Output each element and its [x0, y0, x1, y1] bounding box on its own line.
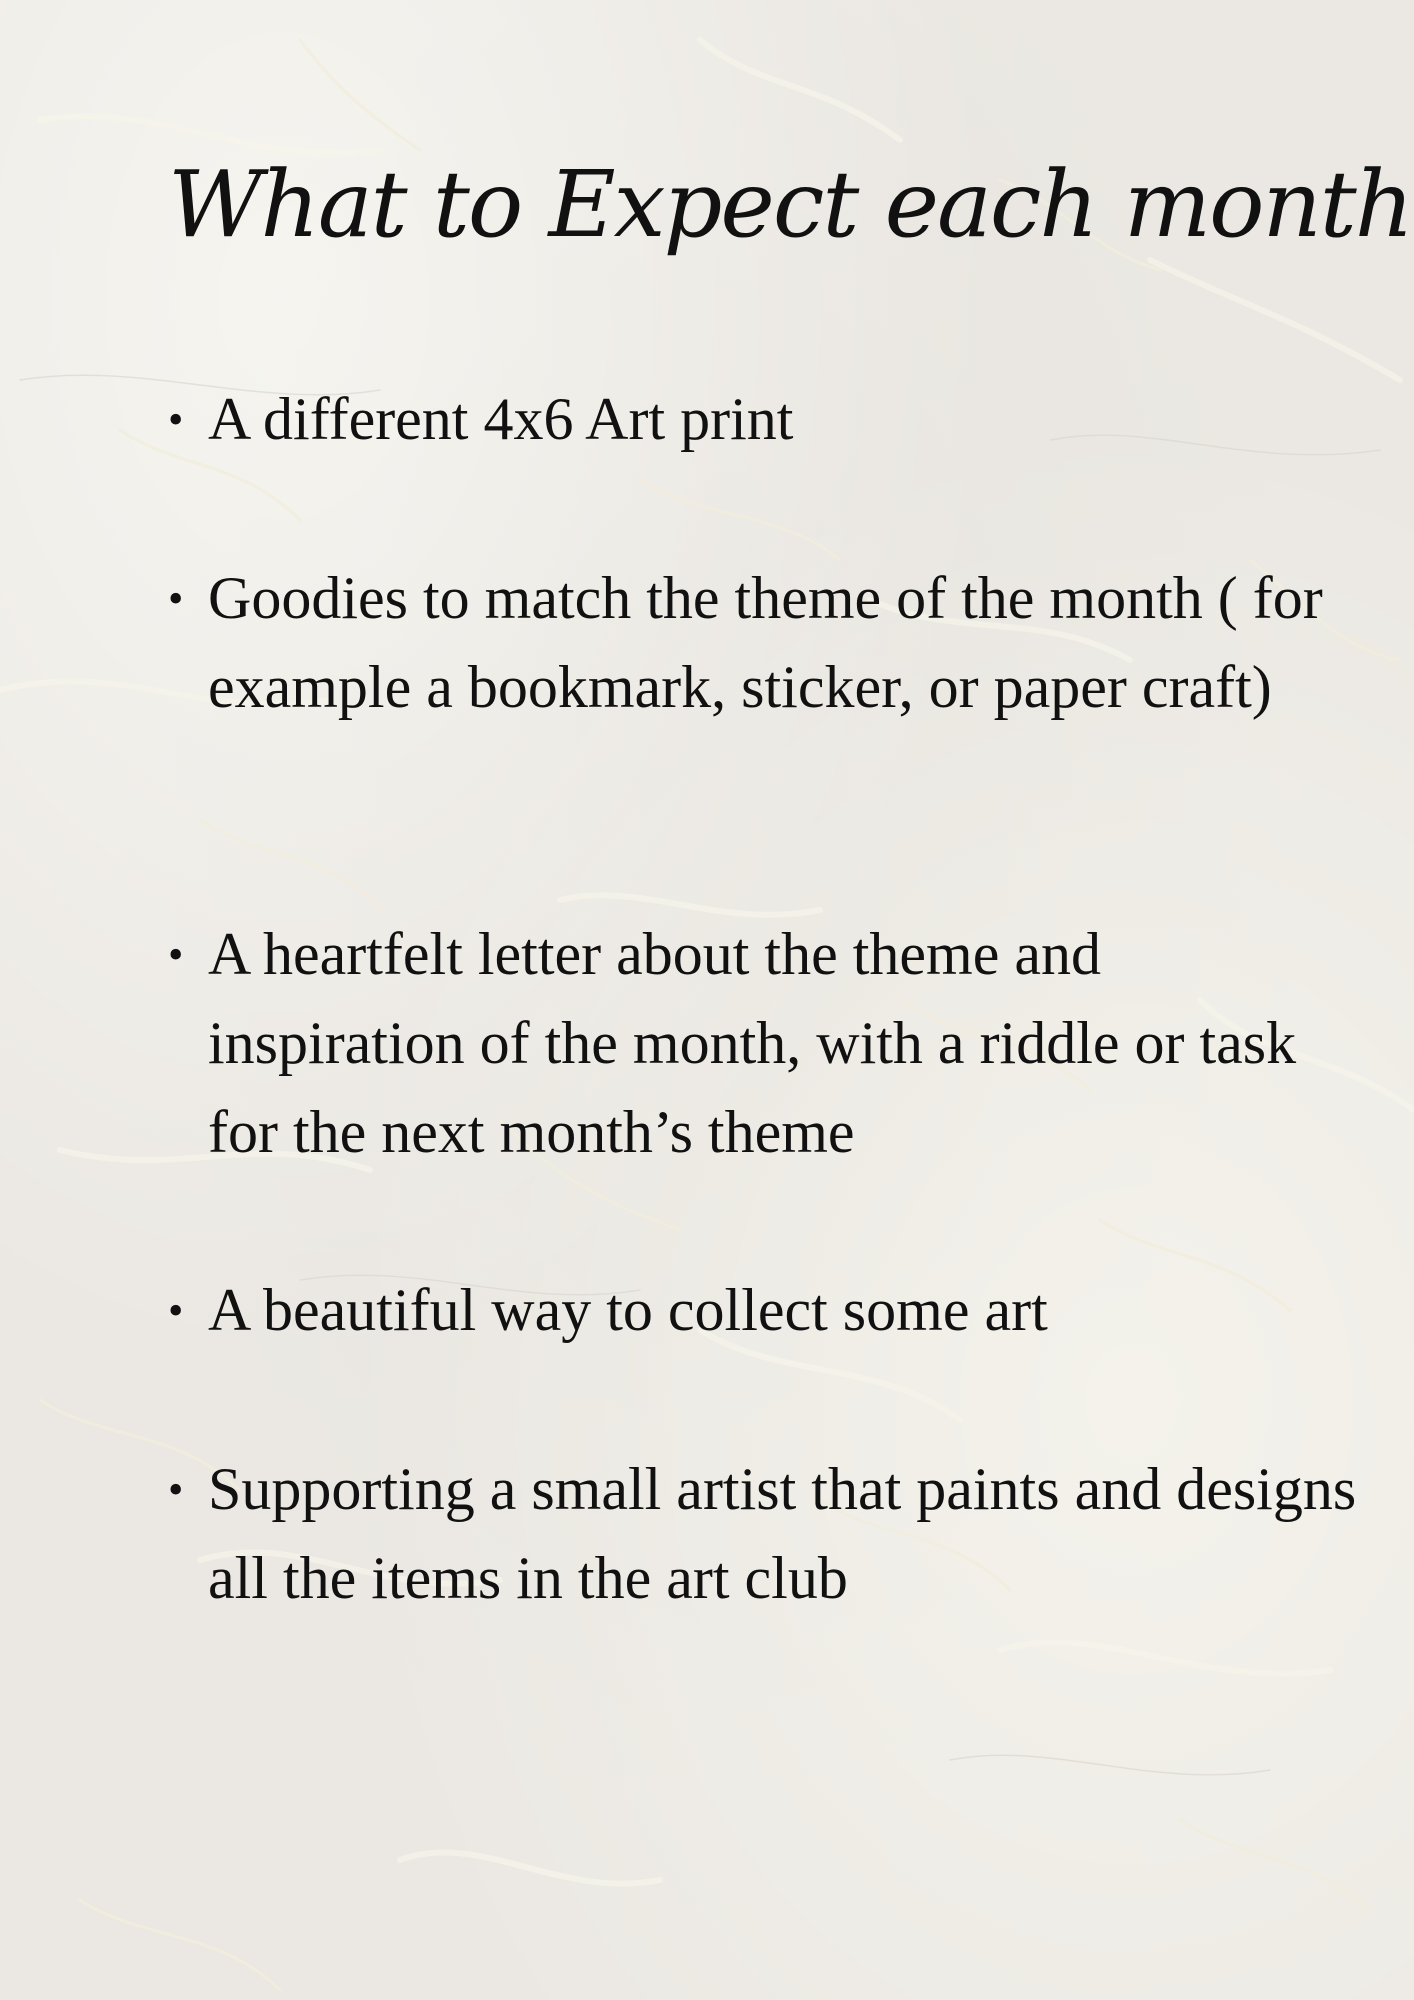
bullet-icon: • [168, 1465, 184, 1514]
bullet-icon: • [168, 930, 184, 979]
bullet-icon: • [168, 1286, 184, 1335]
list-item-text: A different 4x6 Art print [208, 386, 794, 452]
bullet-icon: • [168, 395, 184, 444]
list-item-text: Supporting a small artist that paints and designs all the items in the art club [208, 1456, 1357, 1611]
page-title: What to Expect each month [168, 151, 1413, 258]
list-item-collect-art [168, 1266, 1358, 1355]
list-item-letter [168, 910, 1358, 1177]
list-item-support-artist [168, 1445, 1358, 1623]
list-item-text: A heartfelt letter about the theme and inspiration of the month, with a riddle or task for the next month’s theme [208, 921, 1297, 1165]
bullet-icon: • [168, 574, 184, 623]
list-item-text: Goodies to match the theme of the month ( for example a bookmark, sticker, or paper craft) [208, 565, 1323, 720]
list-item-text: A beautiful way to collect some art [208, 1277, 1048, 1343]
list-item-goodies [168, 554, 1358, 732]
list-item-art-print [168, 375, 1358, 464]
